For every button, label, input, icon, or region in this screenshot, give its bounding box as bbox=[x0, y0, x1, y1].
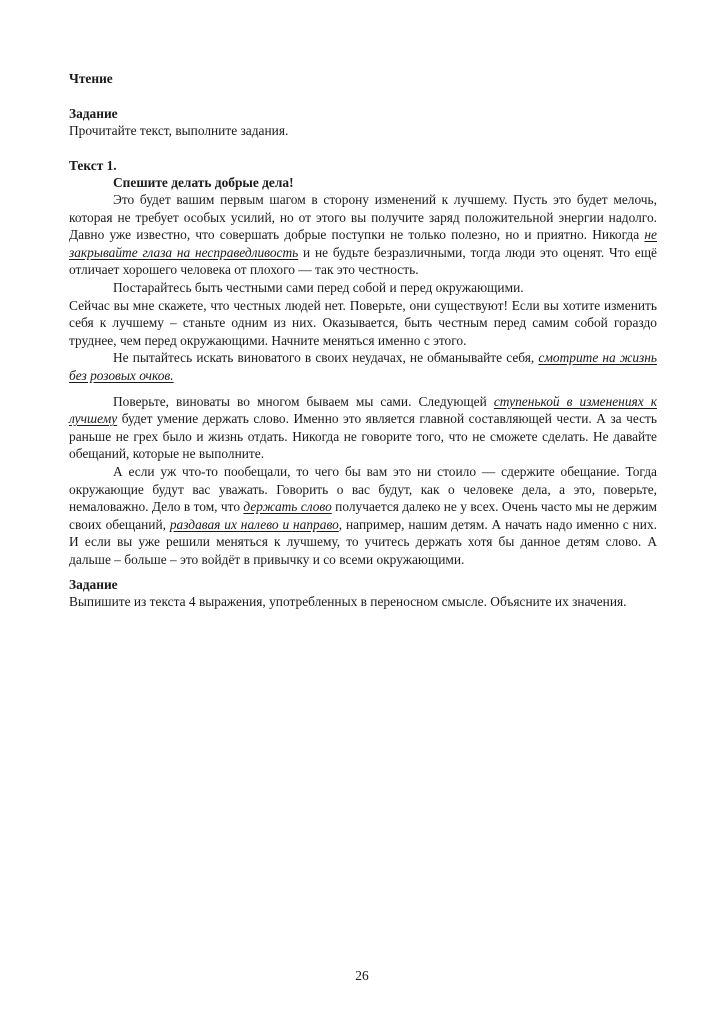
p6-part-c: , например, нашим детям. А начать надо именно с них. И если вы уже решили меняться к лучшему, то учитесь держать хотя бы данное детям слово. А дальше – больше – это войдёт в привычку и со всеми окружающими. bbox=[69, 516, 657, 567]
text-title: Спешите делать добрые дела! bbox=[113, 175, 294, 190]
figurative-phrase-5: раздавая их налево и направо bbox=[169, 516, 339, 532]
figurative-phrase-2: смотрите на жизнь без розовых очков. bbox=[69, 350, 657, 383]
p1-part-a: Это будет вашим первым шагом в сторону изменений к лучшему. Пусть это будет мелочь, которая не требует особых усилий, но от этого вы получите заряд положительной энергии надолго. Давно уже известно, что совершать добрые поступки не только полезно, но и приятно. Никогда bbox=[69, 192, 657, 243]
task2-instruction: Выпишите из текста 4 выражения, употребленных в переносном смысле. Объясните их значения. bbox=[69, 594, 627, 609]
task2-heading: Задание bbox=[69, 577, 118, 592]
text-body bbox=[69, 191, 657, 568]
p6-part-a: А если уж что-то пообещали, то чего бы вам это ни стоило — сдержите обещание. Тогда окружающие будут вас уважать. Говорить о вас будут, как о человеке дела, а это, поверьте, немаловажно. Дело в том, что bbox=[69, 463, 657, 515]
p1-part-b: и не будьте безразличными, тогда люди это оценят. Что ещё отличает хорошего человека от плохого — так это честность. bbox=[69, 244, 658, 278]
paragraph-3: Сейчас вы мне скажете, что честных людей нет. Поверьте, они существуют! Если вы хотите изменить себя к лучшему – станьте одним из них. Оказывается, быть честным перед самим собой гораздо труднее, чем перед окружающими. Начните меняться именно с этого. bbox=[69, 297, 657, 348]
p5-part-b: будет умение держать слово. Именно это является главной составляющей чести. А за честь раньше не грех было и жизнь отдать. Никогда не говорите того, что не сможете сделать. Не давайте обещаний, которые не выполните. bbox=[69, 411, 657, 462]
p5-part-a: Поверьте, виноваты во многом бываем мы сами. Следующей bbox=[113, 393, 494, 409]
text-label: Текст 1. bbox=[69, 158, 117, 173]
task1-instruction: Прочитайте текст, выполните задания. bbox=[69, 123, 289, 138]
page-number: 26 bbox=[355, 968, 369, 983]
paragraph-4 bbox=[69, 349, 657, 384]
paragraph-2: Постарайтесь быть честными сами перед собой и перед окружающими. bbox=[113, 279, 524, 295]
figurative-phrase-1: не закрывайте глаза на несправедливость bbox=[69, 227, 657, 260]
task1-heading: Задание bbox=[69, 106, 118, 121]
paragraph-5 bbox=[69, 393, 657, 463]
figurative-phrase-4: держать слово bbox=[243, 499, 332, 515]
p6-part-b: получается далеко не у всех. Очень часто мы не держим своих обещаний, bbox=[69, 499, 657, 532]
paragraph-6 bbox=[69, 463, 657, 569]
p4-part-a: Не пытайтесь искать виноватого в своих неудачах, не обманывайте себя, bbox=[113, 350, 539, 366]
section-title: Чтение bbox=[69, 71, 113, 86]
figurative-phrase-3: ступенькой в изменениях к лучшему bbox=[69, 393, 657, 427]
paragraph-1 bbox=[69, 191, 657, 279]
